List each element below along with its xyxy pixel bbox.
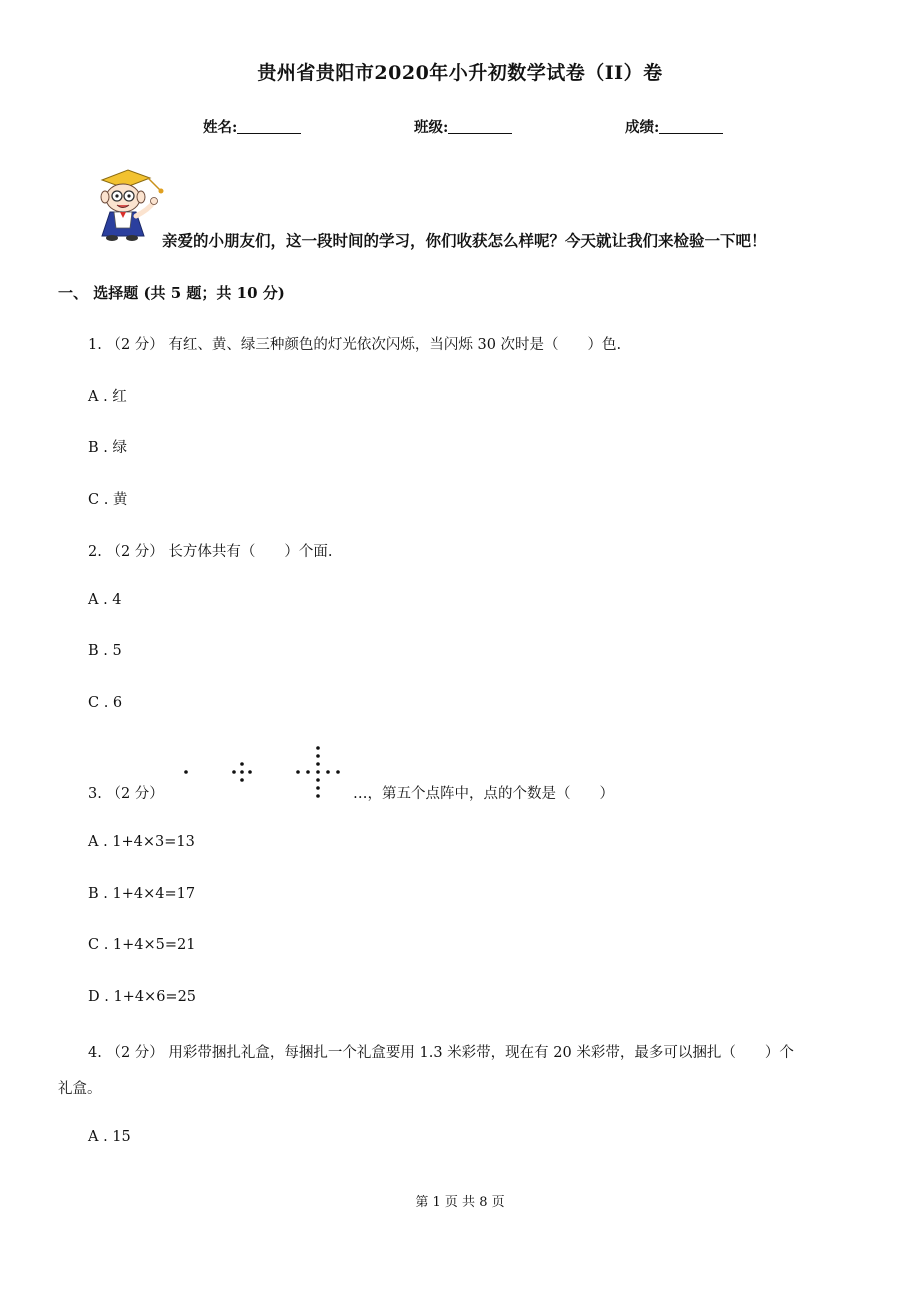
- question-1-option-b: B . 绿: [88, 440, 127, 456]
- question-3-suffix: …，第五个点阵中，点的个数是（ ）: [353, 786, 614, 802]
- question-2-option-a: A . 4: [88, 592, 122, 608]
- question-1-option-c: C . 黄: [88, 492, 128, 508]
- question-3-option-c: C . 1+4×5=21: [88, 937, 196, 953]
- question-3-option-b: B . 1+4×4=17: [88, 886, 196, 902]
- name-label: 姓名:: [203, 119, 238, 136]
- page-title: 贵州省贵阳市2020年小升初数学试卷（II）卷: [257, 62, 663, 84]
- class-blank: [448, 119, 512, 134]
- score-label: 成绩:: [625, 119, 660, 136]
- lattice-2: [232, 762, 252, 782]
- question-2-stem: 2. （2 分） 长方体共有（ ）个面.: [88, 544, 333, 560]
- name-blank: [237, 119, 301, 134]
- question-3-option-d: D . 1+4×6=25: [88, 989, 197, 1005]
- score-field: [625, 116, 723, 137]
- name-field: [203, 116, 301, 137]
- question-4-stem-line-1: 4. （2 分） 用彩带捆扎礼盒，每捆扎一个礼盒要用 1.3 米彩带，现在有 20 米彩带，最多可以捆扎（ ）个: [88, 1045, 794, 1061]
- mascot-image: [90, 166, 170, 246]
- page-footer: 第 1 页 共 8 页: [415, 1195, 505, 1210]
- question-1-stem: 1. （2 分） 有红、黄、绿三种颜色的灯光依次闪烁，当闪烁 30 次时是（ ）色.: [88, 337, 622, 353]
- question-4-stem-line-2: 礼盒。: [58, 1081, 102, 1097]
- question-4-option-a: A . 15: [88, 1129, 131, 1145]
- class-label: 班级:: [414, 119, 449, 136]
- lattice-3: [296, 746, 340, 798]
- class-field: [414, 116, 512, 137]
- score-blank: [659, 119, 723, 134]
- question-3-prefix: 3. （2 分）: [88, 786, 164, 802]
- lattice-1-dot: [184, 770, 188, 774]
- dot-lattice-figure: [178, 742, 350, 800]
- question-3-option-a: A . 1+4×3=13: [88, 834, 195, 850]
- question-2-option-b: B . 5: [88, 643, 122, 659]
- question-2-option-c: C . 6: [88, 695, 123, 711]
- question-1-option-a: A . 红: [88, 389, 127, 405]
- section-heading: 一、 选择题 (共 5 题；共 10 分): [58, 284, 285, 302]
- greeting-text: 亲爱的小朋友们，这一段时间的学习，你们收获怎么样呢？今天就让我们来检验一下吧！: [162, 231, 767, 250]
